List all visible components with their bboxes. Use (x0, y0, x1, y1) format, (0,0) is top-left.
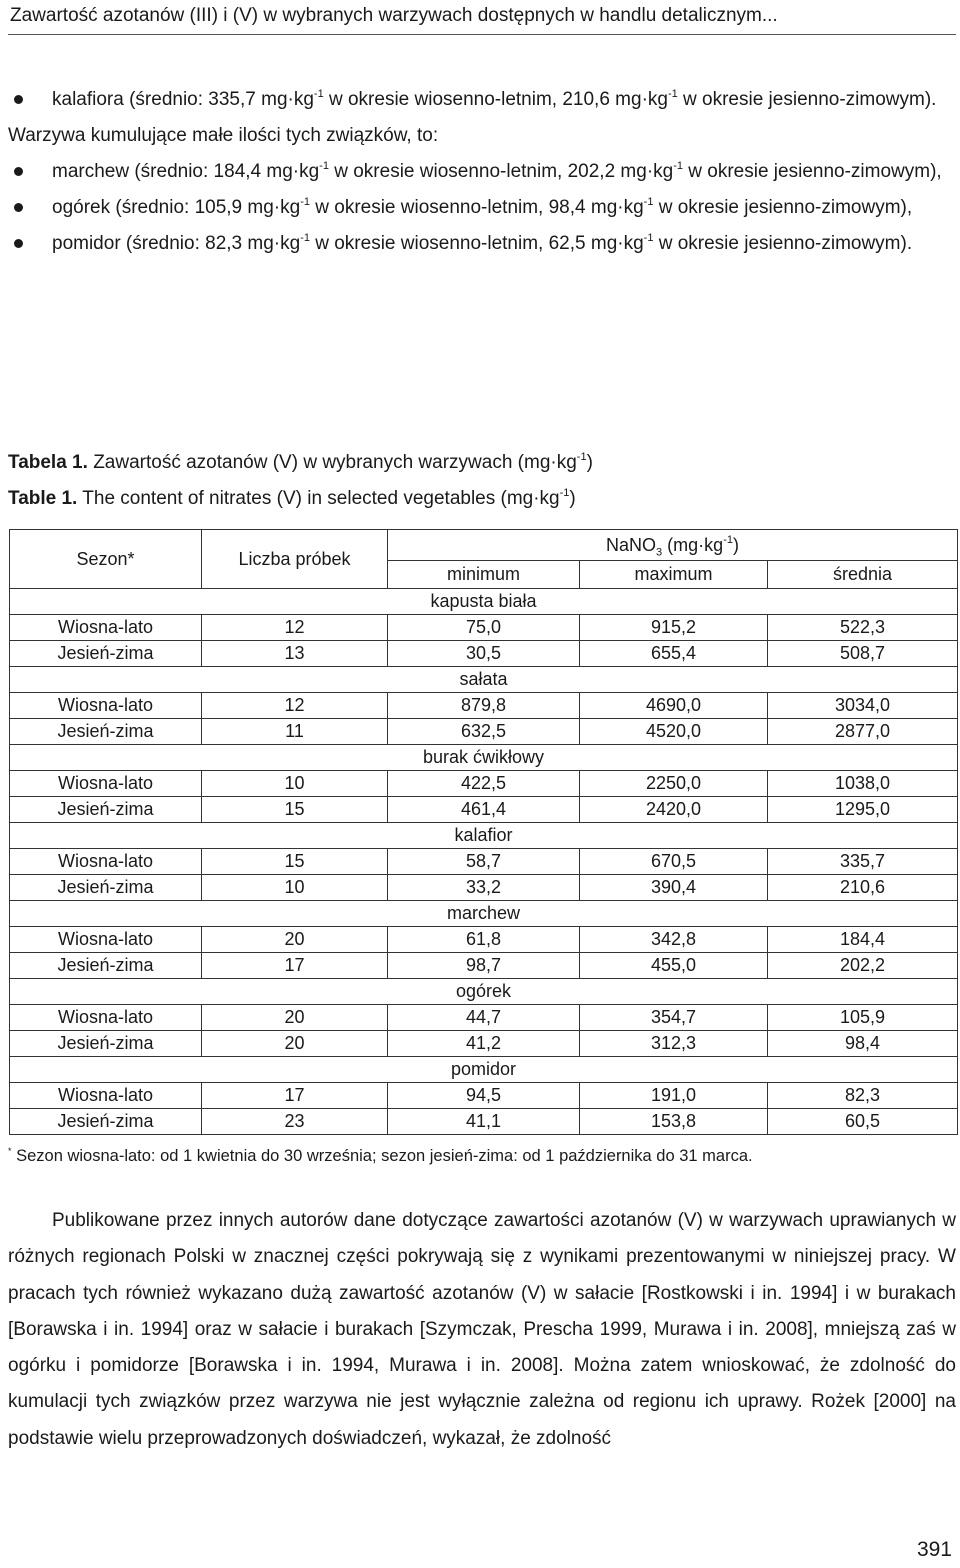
table-row (10, 1083, 958, 1109)
cell-samples: 20 (202, 927, 388, 953)
cell-season: Wiosna-lato (10, 693, 202, 719)
group-name: marchew (10, 901, 958, 927)
col-header-nano3: NaNO$_3$ $(mg\cdot kg^{-1})$ (388, 530, 958, 561)
table-row (10, 927, 958, 953)
bullet-dot-icon (14, 167, 23, 176)
table-row (10, 875, 958, 901)
cell-season: Jesień-zima (10, 719, 202, 745)
table-row (10, 1109, 958, 1135)
group-name: kapusta biała (10, 589, 958, 615)
cell-min: 75,0 (388, 615, 580, 641)
cell-max: 455,0 (580, 953, 768, 979)
bullet-dot-icon (14, 95, 23, 104)
cell-season: Jesień-zima (10, 641, 202, 667)
cell-min: 33,2 (388, 875, 580, 901)
cell-season: Wiosna-lato (10, 615, 202, 641)
table-row (10, 1005, 958, 1031)
cell-max: 191,0 (580, 1083, 768, 1109)
cell-samples: 11 (202, 719, 388, 745)
cell-avg: 1295,0 (768, 797, 958, 823)
cell-avg: 82,3 (768, 1083, 958, 1109)
bullet-dot-icon (14, 239, 23, 248)
nitrate-table (9, 529, 958, 1135)
group-name: burak ćwikłowy (10, 745, 958, 771)
table-caption-pl: Tabela 1. Zawartość azotanów (V) w wybranych warzywach $(mg\cdot kg^{-1})$ (8, 450, 593, 473)
intro-section (8, 82, 956, 262)
cell-season: Wiosna-lato (10, 771, 202, 797)
body-paragraph: Publikowane przez innych autorów dane dotyczące zawartości azotanów (V) w warzywach uprawianych w różnych regionach Polski w znacznej części pokrywają się z wynikami prezentowanymi w niniejszej pracy. W pracach tych również wykazano dużą zawartość azotanów (V) w sałacie [Rostkowski i in. 1994] i w burakach [Borawska i in. 1994] oraz w sałacie i burakach [Szymczak, Prescha 1999, Murawa i in. 2008], mniejszą zaś w ogórku i pomidorze [Borawska i in. 1994, Murawa i in. 2008]. Można zatem wnioskować, że zdolność do kumulacji tych związków przez warzywa nie jest wyłącznie zależna od regionu ich uprawy. Rożek [2000] na podstawie wielu przeprowadzonych doświadczeń, wykazał, że zdolność (8, 1210, 956, 1449)
col-header-avg: średnia (768, 561, 958, 589)
col-header-max: maximum (580, 561, 768, 589)
group-name: sałata (10, 667, 958, 693)
cell-avg: 508,7 (768, 641, 958, 667)
table-row (10, 797, 958, 823)
cell-avg: 60,5 (768, 1109, 958, 1135)
cell-avg: 105,9 (768, 1005, 958, 1031)
group-row (10, 1057, 958, 1083)
group-name: kalafior (10, 823, 958, 849)
group-row (10, 901, 958, 927)
table-row (10, 641, 958, 667)
header-divider (8, 34, 956, 35)
cell-samples: 15 (202, 797, 388, 823)
cell-avg: 1038,0 (768, 771, 958, 797)
cell-avg: 335,7 (768, 849, 958, 875)
table-row (10, 615, 958, 641)
col-header-samples: Liczba próbek (202, 530, 388, 589)
cell-min: 58,7 (388, 849, 580, 875)
cell-min: 632,5 (388, 719, 580, 745)
cell-season: Wiosna-lato (10, 1005, 202, 1031)
table-row (10, 849, 958, 875)
group-row (10, 823, 958, 849)
cell-max: 655,4 (580, 641, 768, 667)
cell-max: 4690,0 (580, 693, 768, 719)
cell-samples: 13 (202, 641, 388, 667)
cell-samples: 20 (202, 1031, 388, 1057)
cell-avg: 522,3 (768, 615, 958, 641)
cell-avg: 2877,0 (768, 719, 958, 745)
cell-season: Jesień-zima (10, 1031, 202, 1057)
cell-min: 98,7 (388, 953, 580, 979)
cell-season: Jesień-zima (10, 797, 202, 823)
group-name: pomidor (10, 1057, 958, 1083)
table-row (10, 953, 958, 979)
page-number: 391 (916, 1538, 952, 1561)
cell-samples: 12 (202, 693, 388, 719)
cell-samples: 20 (202, 1005, 388, 1031)
group-name: ogórek (10, 979, 958, 1005)
cell-min: 61,8 (388, 927, 580, 953)
table-row (10, 719, 958, 745)
cell-max: 312,3 (580, 1031, 768, 1057)
cell-samples: 10 (202, 771, 388, 797)
cell-season: Jesień-zima (10, 875, 202, 901)
cell-min: 94,5 (388, 1083, 580, 1109)
cell-max: 390,4 (580, 875, 768, 901)
cell-max: 342,8 (580, 927, 768, 953)
table-row (10, 693, 958, 719)
bullet-dot-icon (14, 203, 23, 212)
cell-samples: 10 (202, 875, 388, 901)
cell-min: 422,5 (388, 771, 580, 797)
cell-max: 670,5 (580, 849, 768, 875)
cell-max: 2250,0 (580, 771, 768, 797)
table-row (10, 1031, 958, 1057)
cell-season: Wiosna-lato (10, 849, 202, 875)
cell-samples: 17 (202, 1083, 388, 1109)
table-caption-en: Table 1. The content of nitrates (V) in selected vegetables $(mg\cdot kg^{-1})$ (8, 486, 576, 509)
group-row (10, 979, 958, 1005)
cell-max: 915,2 (580, 615, 768, 641)
cell-season: Jesień-zima (10, 953, 202, 979)
cell-min: 879,8 (388, 693, 580, 719)
table-footnote: * Sezon wiosna-lato: od 1 kwietnia do 30 września; sezon jesień-zima: od 1 października do 31 marca. (8, 1145, 753, 1165)
table-row (10, 771, 958, 797)
cell-max: 2420,0 (580, 797, 768, 823)
cell-avg: 202,2 (768, 953, 958, 979)
cell-avg: 210,6 (768, 875, 958, 901)
cell-max: 4520,0 (580, 719, 768, 745)
cell-samples: 23 (202, 1109, 388, 1135)
cell-samples: 17 (202, 953, 388, 979)
cell-max: 354,7 (580, 1005, 768, 1031)
col-header-min: minimum (388, 561, 580, 589)
cell-min: 41,2 (388, 1031, 580, 1057)
cell-samples: 12 (202, 615, 388, 641)
cell-season: Wiosna-lato (10, 927, 202, 953)
bullet-item: marchew (średnio: 184,4 $mg\cdot kg^{-1}$ w okresie wiosenno-letnim, 202,2 $mg\cdot kg^{-1}$ w okresie jesienno-zimowym), (8, 154, 956, 190)
group-row (10, 667, 958, 693)
cell-min: 30,5 (388, 641, 580, 667)
cell-max: 153,8 (580, 1109, 768, 1135)
group-row (10, 589, 958, 615)
group-row (10, 745, 958, 771)
col-header-season: Sezon* (10, 530, 202, 589)
cell-season: Jesień-zima (10, 1109, 202, 1135)
cell-min: 41,1 (388, 1109, 580, 1135)
cell-avg: 184,4 (768, 927, 958, 953)
running-header: Zawartość azotanów (III) i (V) w wybranych warzywach dostępnych w handlu detalicznym... (10, 5, 778, 26)
bullet-item: pomidor (średnio: 82,3 $mg\cdot kg^{-1}$ w okresie wiosenno-letnim, 62,5 $mg\cdot kg^{-1}$ w okresie jesienno-zimowym). (8, 226, 956, 262)
cell-samples: 15 (202, 849, 388, 875)
cell-min: 44,7 (388, 1005, 580, 1031)
cell-avg: 3034,0 (768, 693, 958, 719)
cell-min: 461,4 (388, 797, 580, 823)
cell-avg: 98,4 (768, 1031, 958, 1057)
bullet-item: ogórek (średnio: 105,9 $mg\cdot kg^{-1}$ w okresie wiosenno-letnim, 98,4 $mg\cdot kg^{-1}$ w okresie jesienno-zimowym), (8, 190, 956, 226)
bullet-item: kalafiora (średnio: 335,7 $mg\cdot kg^{-1}$ w okresie wiosenno-letnim, 210,6 $mg\cdot kg^{-1}$ w okresie jesienno-zimowym). (8, 82, 956, 118)
intro-line: Warzywa kumulujące małe ilości tych związków, to: (8, 125, 439, 146)
cell-season: Wiosna-lato (10, 1083, 202, 1109)
